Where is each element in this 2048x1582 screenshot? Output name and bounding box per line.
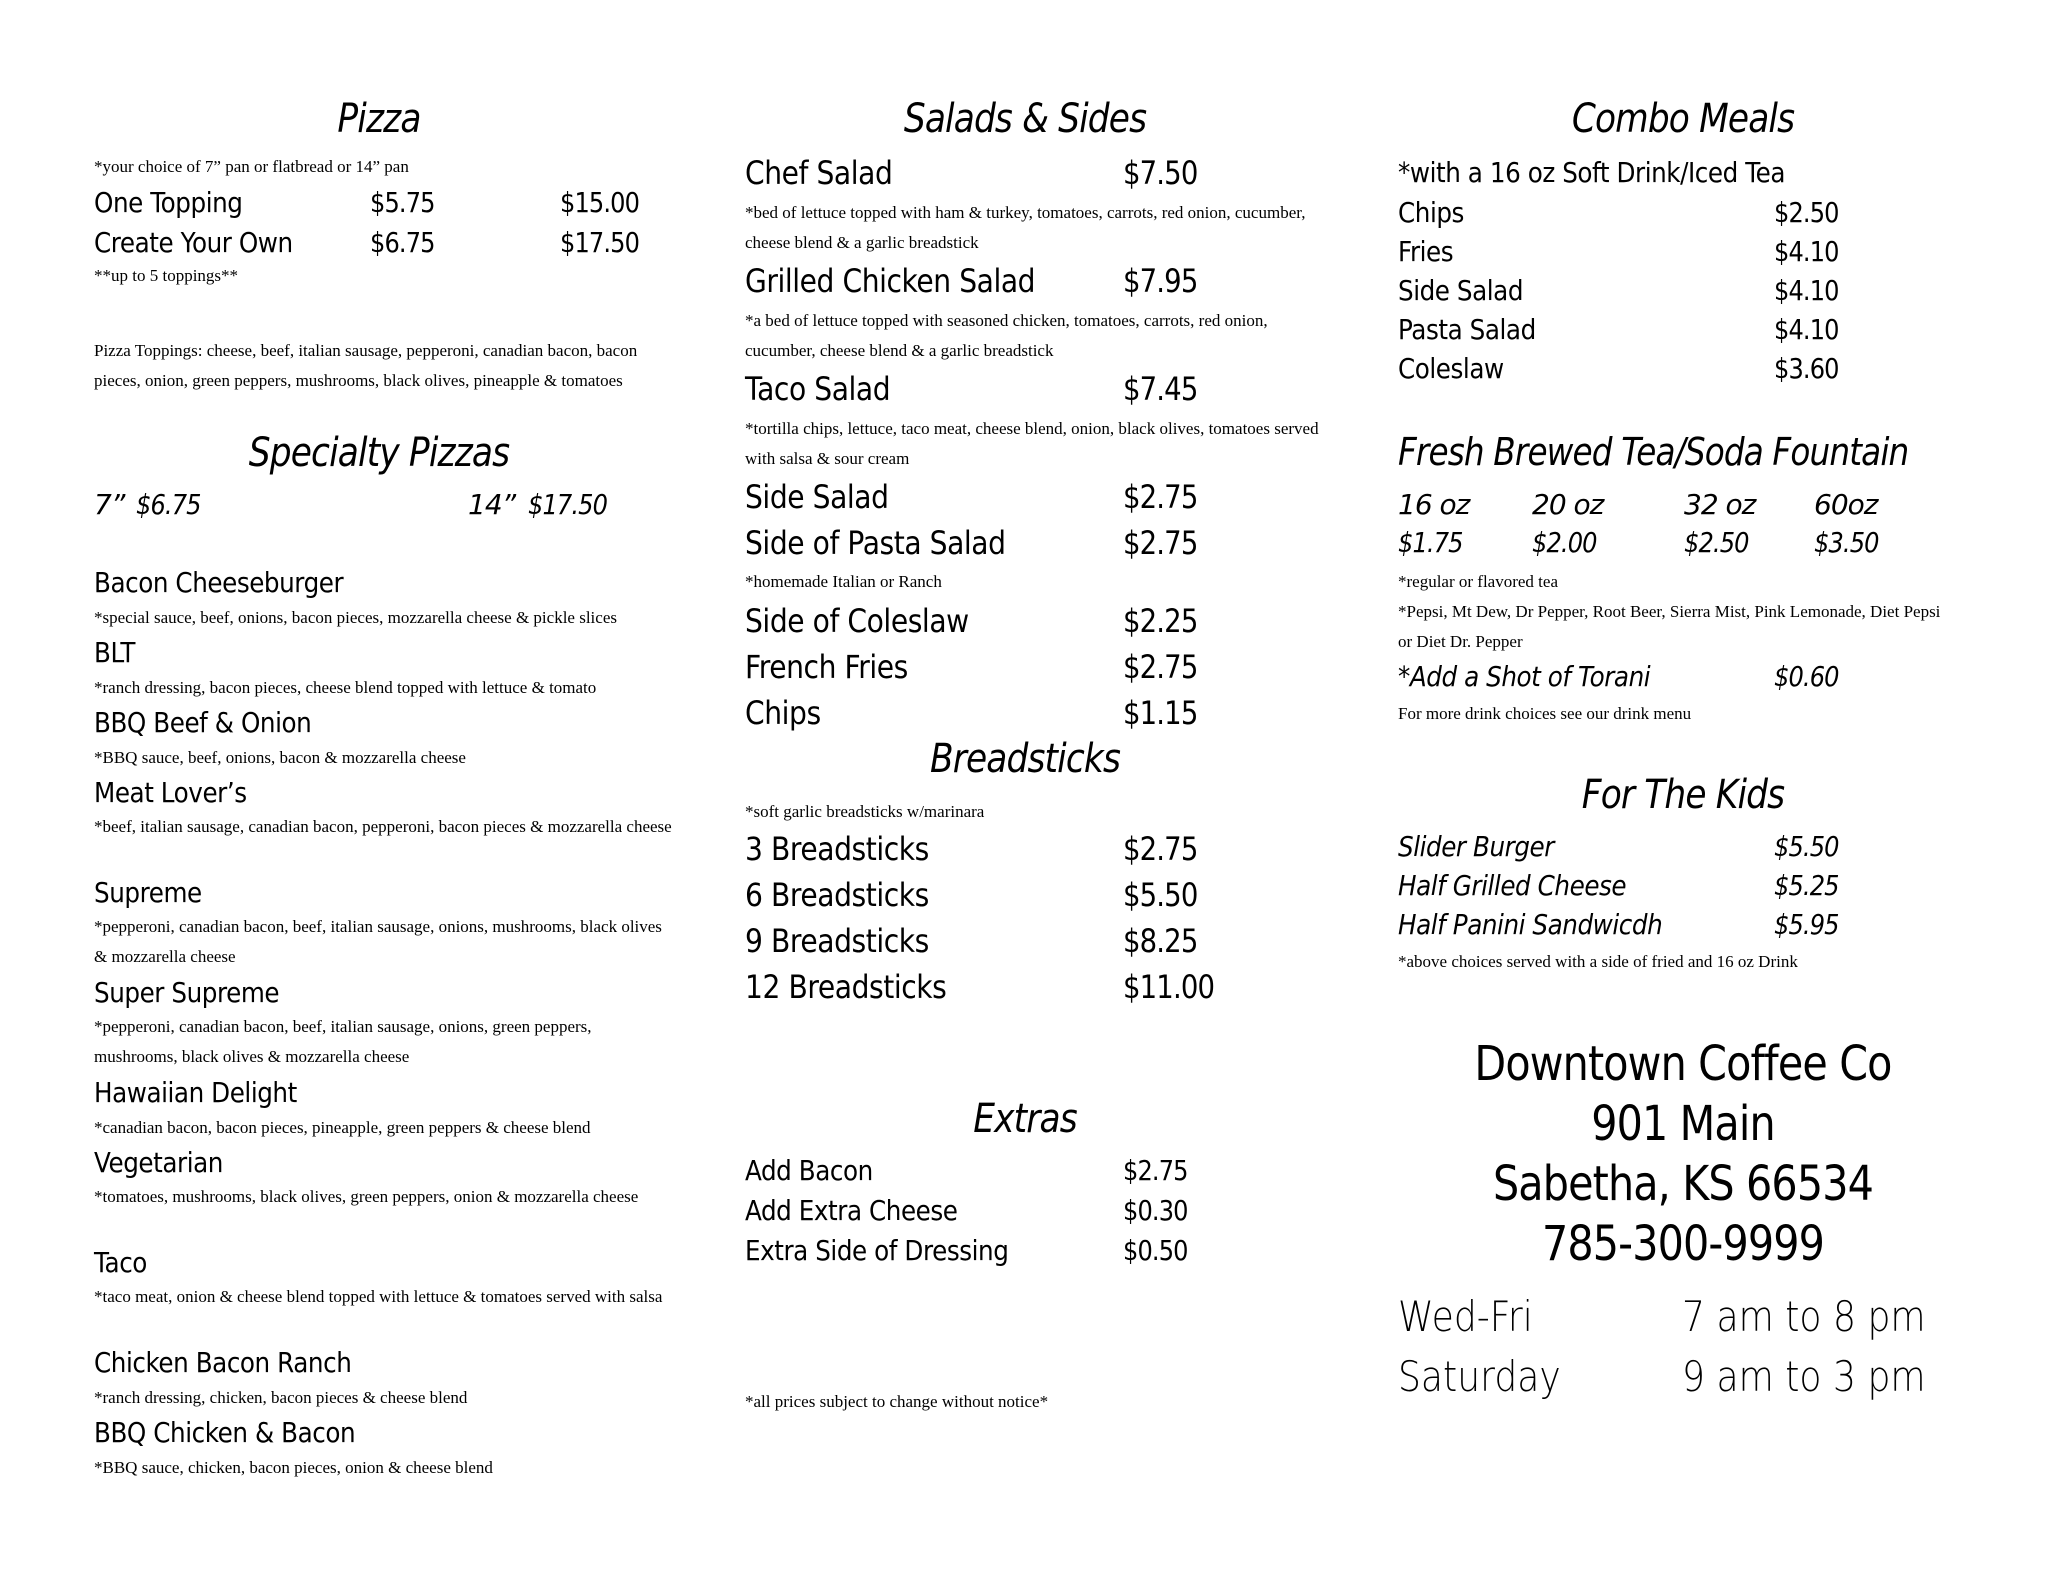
menu-item-price: $7.45	[1123, 370, 1198, 408]
specialty-item-name: BBQ Beef & Onion	[94, 706, 312, 739]
menu-item-name: Slider Burger	[1398, 830, 1554, 863]
kids-note: *above choices served with a side of fried and 16 oz Drink	[1398, 952, 1798, 971]
toppings-limit: **up to 5 toppings**	[94, 266, 239, 285]
drink-price: $2.50	[1684, 526, 1749, 559]
breadsticks-note: *soft garlic breadsticks w/marinara	[745, 802, 985, 821]
hours-days: Saturday	[1398, 1352, 1561, 1401]
price-small: $6.75	[370, 226, 435, 259]
salads-heading: Salads & Sides	[903, 96, 1147, 142]
specialty-item-name: Taco	[94, 1246, 147, 1279]
menu-item-price: $4.10	[1774, 313, 1839, 346]
price-large: $17.50	[560, 226, 640, 259]
price-large: $15.00	[560, 186, 640, 219]
drinks-heading: Fresh Brewed Tea/Soda Fountain	[1398, 430, 1909, 474]
menu-item-price: $2.75	[1123, 830, 1198, 868]
menu-item-name: Add Bacon	[745, 1154, 873, 1187]
specialty-item-desc: *ranch dressing, bacon pieces, cheese blend topped with lettuce & tomato	[94, 678, 597, 697]
specialty-item-desc: *special sauce, beef, onions, bacon pieces, mozzarella cheese & pickle slices	[94, 608, 617, 627]
torani-name: *Add a Shot of Torani	[1398, 660, 1651, 693]
hours-days: Wed-Fri	[1398, 1292, 1533, 1341]
specialty-item-desc: *pepperoni, canadian bacon, beef, italian sausage, onions, green peppers, mushrooms, black olives & mozzarella cheese	[94, 1017, 592, 1066]
specialty-size-large: 14”	[468, 488, 516, 521]
drink-price: $1.75	[1398, 526, 1463, 559]
menu-item-name: Grilled Chicken Salad	[745, 262, 1036, 300]
specialty-item-name: Bacon Cheeseburger	[94, 566, 344, 599]
menu-item-name: Side Salad	[1398, 274, 1524, 307]
menu-item-price: $8.25	[1123, 922, 1198, 960]
menu-item-name: Side of Pasta Salad	[745, 524, 1006, 562]
specialty-price-large: $17.50	[528, 488, 608, 521]
item-name: Create Your Own	[94, 226, 293, 259]
specialty-item-desc: *beef, italian sausage, canadian bacon, pepperoni, bacon pieces & mozzarella cheese	[94, 817, 672, 836]
menu-item-name: Half Panini Sandwicdh	[1398, 908, 1663, 941]
menu-item-price: $2.75	[1123, 524, 1198, 562]
drink-size: 16 oz	[1398, 488, 1470, 521]
drink-menu-note: For more drink choices see our drink menu	[1398, 704, 1692, 723]
specialty-size-small: 7”	[94, 488, 125, 521]
menu-item-name: 9 Breadsticks	[745, 922, 929, 960]
menu-item-name: Extra Side of Dressing	[745, 1234, 1009, 1267]
specialty-item-name: Chicken Bacon Ranch	[94, 1346, 352, 1379]
menu-item-price: $11.00	[1123, 968, 1215, 1006]
menu-item-name: Half Grilled Cheese	[1398, 869, 1627, 902]
specialty-item-desc: *ranch dressing, chicken, bacon pieces & cheese blend	[94, 1388, 468, 1407]
pizza-toppings: Pizza Toppings: cheese, beef, italian sausage, pepperoni, canadian bacon, bacon pieces, onion, green peppers, mushrooms, black olives, pineapple & tomatoes	[94, 341, 638, 390]
business-street: 901 Main	[1591, 1096, 1775, 1152]
extras-heading: Extras	[973, 1096, 1077, 1142]
specialty-item-name: Supreme	[94, 876, 202, 909]
menu-item-price: $4.10	[1774, 274, 1839, 307]
menu-item-desc: *bed of lettuce topped with ham & turkey, tomatoes, carrots, red onion, cucumber, cheese blend & a garlic breadstick	[745, 203, 1306, 252]
combo-note: *with a 16 oz Soft Drink/Iced Tea	[1398, 156, 1786, 189]
menu-item-price: $7.50	[1123, 154, 1198, 192]
menu-item-name: Side Salad	[745, 478, 889, 516]
menu-item-price: $3.60	[1774, 352, 1839, 385]
drink-size: 60oz	[1814, 488, 1878, 521]
hours-time: 9 am to 3 pm	[1682, 1352, 1926, 1401]
drink-price: $3.50	[1814, 526, 1879, 559]
menu-item-price: $1.15	[1123, 694, 1198, 732]
specialty-item-desc: *BBQ sauce, chicken, bacon pieces, onion & cheese blend	[94, 1458, 493, 1477]
kids-heading: For The Kids	[1581, 772, 1785, 818]
menu-item-name: Side of Coleslaw	[745, 602, 969, 640]
menu-item-name: Chef Salad	[745, 154, 893, 192]
specialty-item-desc: *taco meat, onion & cheese blend topped with lettuce & tomatoes served with salsa	[94, 1287, 663, 1306]
specialty-item-name: Meat Lover’s	[94, 776, 247, 809]
menu-item-price: $7.95	[1123, 262, 1198, 300]
menu-item-name: Coleslaw	[1398, 352, 1504, 385]
specialty-item-name: Vegetarian	[94, 1146, 223, 1179]
price-disclaimer: *all prices subject to change without notice*	[745, 1392, 1049, 1411]
combo-heading: Combo Meals	[1571, 96, 1795, 142]
menu-item-desc: *homemade Italian or Ranch	[745, 572, 942, 591]
menu-item-price: $4.10	[1774, 235, 1839, 268]
price-small: $5.75	[370, 186, 435, 219]
specialty-item-name: Hawaiian Delight	[94, 1076, 297, 1109]
specialty-price-small: $6.75	[136, 488, 201, 521]
pizza-heading: Pizza	[337, 96, 421, 142]
menu-item-price: $2.75	[1123, 648, 1198, 686]
menu-item-name: Chips	[1398, 196, 1464, 229]
soda-note: *Pepsi, Mt Dew, Dr Pepper, Root Beer, Sierra Mist, Pink Lemonade, Diet Pepsi or Diet Dr. Pepper	[1398, 602, 1941, 651]
specialty-item-desc: *canadian bacon, bacon pieces, pineapple, green peppers & cheese blend	[94, 1118, 591, 1137]
menu-item-price: $2.75	[1123, 1154, 1188, 1187]
business-name: Downtown Coffee Co	[1474, 1036, 1892, 1092]
menu-item-price: $5.95	[1774, 908, 1839, 941]
menu-item-price: $5.25	[1774, 869, 1839, 902]
torani-price: $0.60	[1774, 660, 1839, 693]
menu-item-price: $0.50	[1123, 1234, 1188, 1267]
business-phone: 785-300-9999	[1541, 1216, 1825, 1272]
specialty-heading: Specialty Pizzas	[248, 430, 510, 476]
drink-price: $2.00	[1532, 526, 1597, 559]
drink-size: 32 oz	[1684, 488, 1756, 521]
hours-time: 7 am to 8 pm	[1682, 1292, 1926, 1341]
item-name: One Topping	[94, 186, 243, 219]
menu-item-desc: *a bed of lettuce topped with seasoned chicken, tomatoes, carrots, red onion, cucumber, cheese blend & a garlic breadstick	[745, 311, 1268, 360]
menu-item-price: $2.25	[1123, 602, 1198, 640]
pizza-note: *your choice of 7” pan or flatbread or 14” pan	[94, 157, 409, 176]
specialty-item-desc: *pepperoni, canadian bacon, beef, italian sausage, onions, mushrooms, black olives & mozzarella cheese	[94, 917, 662, 966]
menu-item-name: Taco Salad	[745, 370, 891, 408]
menu-item-name: Pasta Salad	[1398, 313, 1536, 346]
breadsticks-heading: Breadsticks	[929, 736, 1121, 782]
menu-item-price: $5.50	[1774, 830, 1839, 863]
menu-item-name: 6 Breadsticks	[745, 876, 929, 914]
menu-item-desc: *tortilla chips, lettuce, taco meat, cheese blend, onion, black olives, tomatoes served with salsa & sour cream	[745, 419, 1319, 468]
menu-item-name: Chips	[745, 694, 821, 732]
specialty-item-name: Super Supreme	[94, 976, 280, 1009]
specialty-item-name: BBQ Chicken & Bacon	[94, 1416, 356, 1449]
menu-item-price: $2.75	[1123, 478, 1198, 516]
specialty-item-name: BLT	[94, 636, 135, 669]
menu-item-name: 12 Breadsticks	[745, 968, 947, 1006]
menu-item-name: Add Extra Cheese	[745, 1194, 958, 1227]
specialty-item-desc: *BBQ sauce, beef, onions, bacon & mozzarella cheese	[94, 748, 466, 767]
menu-item-name: Fries	[1398, 235, 1454, 268]
menu-item-price: $0.30	[1123, 1194, 1188, 1227]
menu-item-name: French Fries	[745, 648, 908, 686]
business-city: Sabetha, KS 66534	[1492, 1156, 1874, 1212]
menu-item-name: 3 Breadsticks	[745, 830, 929, 868]
tea-note: *regular or flavored tea	[1398, 572, 1558, 591]
menu-item-price: $2.50	[1774, 196, 1839, 229]
menu-item-price: $5.50	[1123, 876, 1198, 914]
specialty-item-desc: *tomatoes, mushrooms, black olives, green peppers, onion & mozzarella cheese	[94, 1187, 639, 1206]
drink-size: 20 oz	[1532, 488, 1604, 521]
